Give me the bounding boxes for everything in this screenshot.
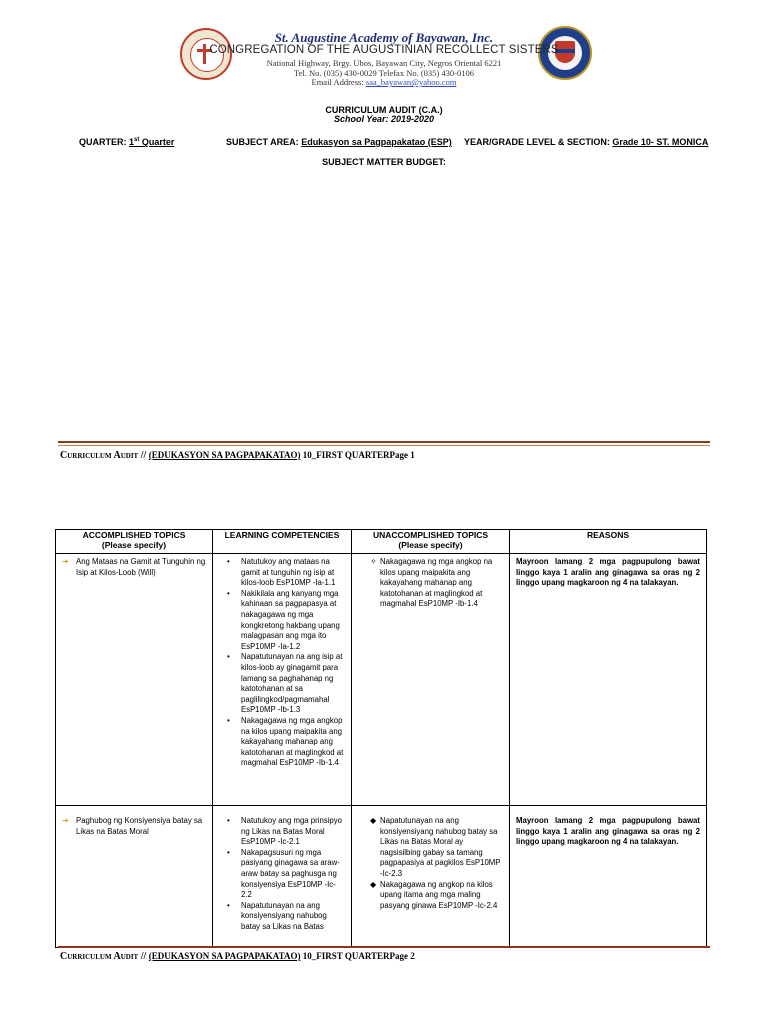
curriculum-audit-table xyxy=(55,529,707,948)
page-2-footer xyxy=(60,951,415,962)
header-reasons: REASONS xyxy=(510,530,707,554)
table-header-row xyxy=(56,530,707,554)
accomplished-topic-cell xyxy=(56,806,213,948)
footer-2-suffix: 10_FIRST QUARTERPage 2 xyxy=(300,951,415,961)
competency-item: • Napatutunayan na ang konsiyensiyang nahubog batay sa Likas na Batas xyxy=(227,900,327,931)
quarter-value: 1st Quarter xyxy=(129,137,175,147)
school-year: School Year: 2019-2020 xyxy=(333,114,435,124)
unaccomplished-topic-item: ◆ Nakagagawa ng angkop na kilos upang itama ang mga maling pasyang ginawa EsP10MP -Ic-2.4 xyxy=(370,879,498,910)
competencies-cell xyxy=(213,806,352,948)
bullet-icon: • xyxy=(227,715,230,725)
accomplished-topic-item: ➔ Paghubog ng Konsiyensiya batay sa Likas na Batas Moral xyxy=(62,816,203,836)
accomplished-topic-cell xyxy=(56,554,213,806)
bullet-icon: • xyxy=(227,652,230,662)
subject-area-field xyxy=(226,137,452,147)
bullet-icon: • xyxy=(227,816,230,825)
diamond-bullet-icon: ◆ xyxy=(370,879,377,889)
accomplished-topic-item: ➔ Ang Mataas na Gamit at Tunguhin ng Isip at Kilos-Loob (Will) xyxy=(62,557,206,577)
arrow-bullet-icon: ➔ xyxy=(62,816,69,825)
competency-item: • Nakikilala ang kanyang mga kahinaan sa pagpapasya at nakagagawa ng mga kongkretong hakbang upang malagpasan ang mga ito EsP10MP -Ia-1.2 xyxy=(227,588,340,651)
header-unaccomplished-topics: UNACCOMPLISHED TOPICS (Please specify) xyxy=(352,530,510,554)
document-title: CURRICULUM AUDIT (C.A.) xyxy=(325,105,443,115)
footer-1-suffix: 10_FIRST QUARTERPage 1 xyxy=(300,450,415,460)
competency-item: • Napatutunayan na ang isip at kilos-loob ay ginagamit para lamang sa paghahanap ng katotohanan at sa paglilingkod/pagmamahal EsP10MP -Ib-1.3 xyxy=(227,652,343,715)
congregation-name: CONGREGATION OF THE AUGUSTINIAN RECOLLECT SISTERS xyxy=(209,44,559,56)
school-name: St. Augustine Academy of Bayawan, Inc. xyxy=(274,30,494,45)
unaccomplished-topic-item: ◆ Napatutunayan na ang konsiyensiyang nahubog batay sa Likas na Batas Moral ay nagsisilbing gabay sa tamang pagpapasiya at pagkilos EsP10MP -Ic-2.3 xyxy=(370,816,501,878)
competency-item: • Natutukoy ang mga prinsipyo ng Likas na Batas Moral EsP10MP -Ic-2.1 xyxy=(227,816,342,847)
footer-rule-1b xyxy=(58,445,710,446)
grade-level-field xyxy=(464,137,708,147)
diamond-bullet-icon: ◆ xyxy=(370,816,377,825)
footer-1-prefix: Curriculum Audit // xyxy=(60,450,149,461)
footer-2-subject: (EDUKASYON SA PAGPAPAKATAO) xyxy=(148,951,301,961)
subject-matter-budget-label: SUBJECT MATTER BUDGET: xyxy=(322,157,446,167)
table-row xyxy=(56,554,707,806)
footer-rule-1a xyxy=(58,441,710,443)
subject-label: SUBJECT AREA: xyxy=(226,137,302,147)
header-accomplished-topics: ACCOMPLISHED TOPICS (Please specify) xyxy=(56,530,213,554)
bullet-icon: • xyxy=(227,588,230,598)
header-learning-competencies: LEARNING COMPETENCIES xyxy=(213,530,352,554)
email-label: Email Address: xyxy=(311,77,366,87)
bullet-icon: • xyxy=(227,557,230,566)
footer-rule-2a xyxy=(58,946,710,948)
reason-cell: Mayroon lamang 2 mga pagpupulong bawat linggo kaya 1 aralin ang ginagawa sa oras ng 2 linggo upang magkaroon ng 4 na talakayan. xyxy=(510,554,707,806)
page-1-footer xyxy=(60,450,415,461)
school-address: National Highway, Brgy. Ubos, Bayawan City, Negros Oriental 6221 xyxy=(266,58,502,68)
unaccomplished-topic-cell xyxy=(352,806,510,948)
school-email-line xyxy=(0,77,768,87)
arrow-bullet-icon: ➔ xyxy=(62,557,69,566)
table-row xyxy=(56,806,707,948)
grade-value: Grade 10- ST. MONICA xyxy=(612,137,709,147)
subject-value: Edukasyon sa Pagpapakatao (ESP) xyxy=(301,137,452,147)
footer-1-subject: (EDUKASYON SA PAGPAPAKATAO) xyxy=(148,450,301,460)
competency-item: • Nakapagsusuri ng mga pasiyang ginagawa sa araw-araw batay sa paghusga ng konsiyensiya EsP10MP -Ic-2.2 xyxy=(227,847,340,900)
quarter-field xyxy=(79,137,174,147)
reason-cell: Mayroon lamang 2 mga pagpupulong bawat linggo kaya 1 aralin ang ginagawa sa oras ng 2 linggo upang magkaroon ng 4 na talakayan. xyxy=(510,806,707,948)
bullet-icon: • xyxy=(227,847,230,857)
footer-2-prefix: Curriculum Audit // xyxy=(60,951,149,962)
quarter-label: QUARTER: xyxy=(79,137,129,147)
unaccomplished-topic-cell xyxy=(352,554,510,806)
school-telephone: Tel. No. (035) 430-0029 Telefax No. (035) 430-0106 xyxy=(294,68,474,78)
bullet-icon: • xyxy=(227,900,230,910)
email-link[interactable]: saa_bayawan@yahoo.com xyxy=(365,77,457,87)
competency-item: • Natutukoy ang mataas na gamit at tunguhin ng isip at kilos-loob EsP10MP -Ia-1.1 xyxy=(227,557,336,588)
competencies-cell xyxy=(213,554,352,806)
unaccomplished-topic-item: ✧ Nakagagawa ng mga angkop na kilos upang maipakita ang kakayahang mahanap ang katotohanan at maglingkod at magmahal EsP10MP -Ib-1.4 xyxy=(370,557,493,609)
competency-item: • Nakagagawa ng mga angkop na kilos upang maipakita ang kakayahang mahanap ang katotohanan at maglingkod at magmahal EsP10MP -Ib-1.4 xyxy=(227,715,344,768)
grade-label: YEAR/GRADE LEVEL & SECTION: xyxy=(464,137,613,147)
diamond-outline-bullet-icon: ✧ xyxy=(370,557,377,566)
